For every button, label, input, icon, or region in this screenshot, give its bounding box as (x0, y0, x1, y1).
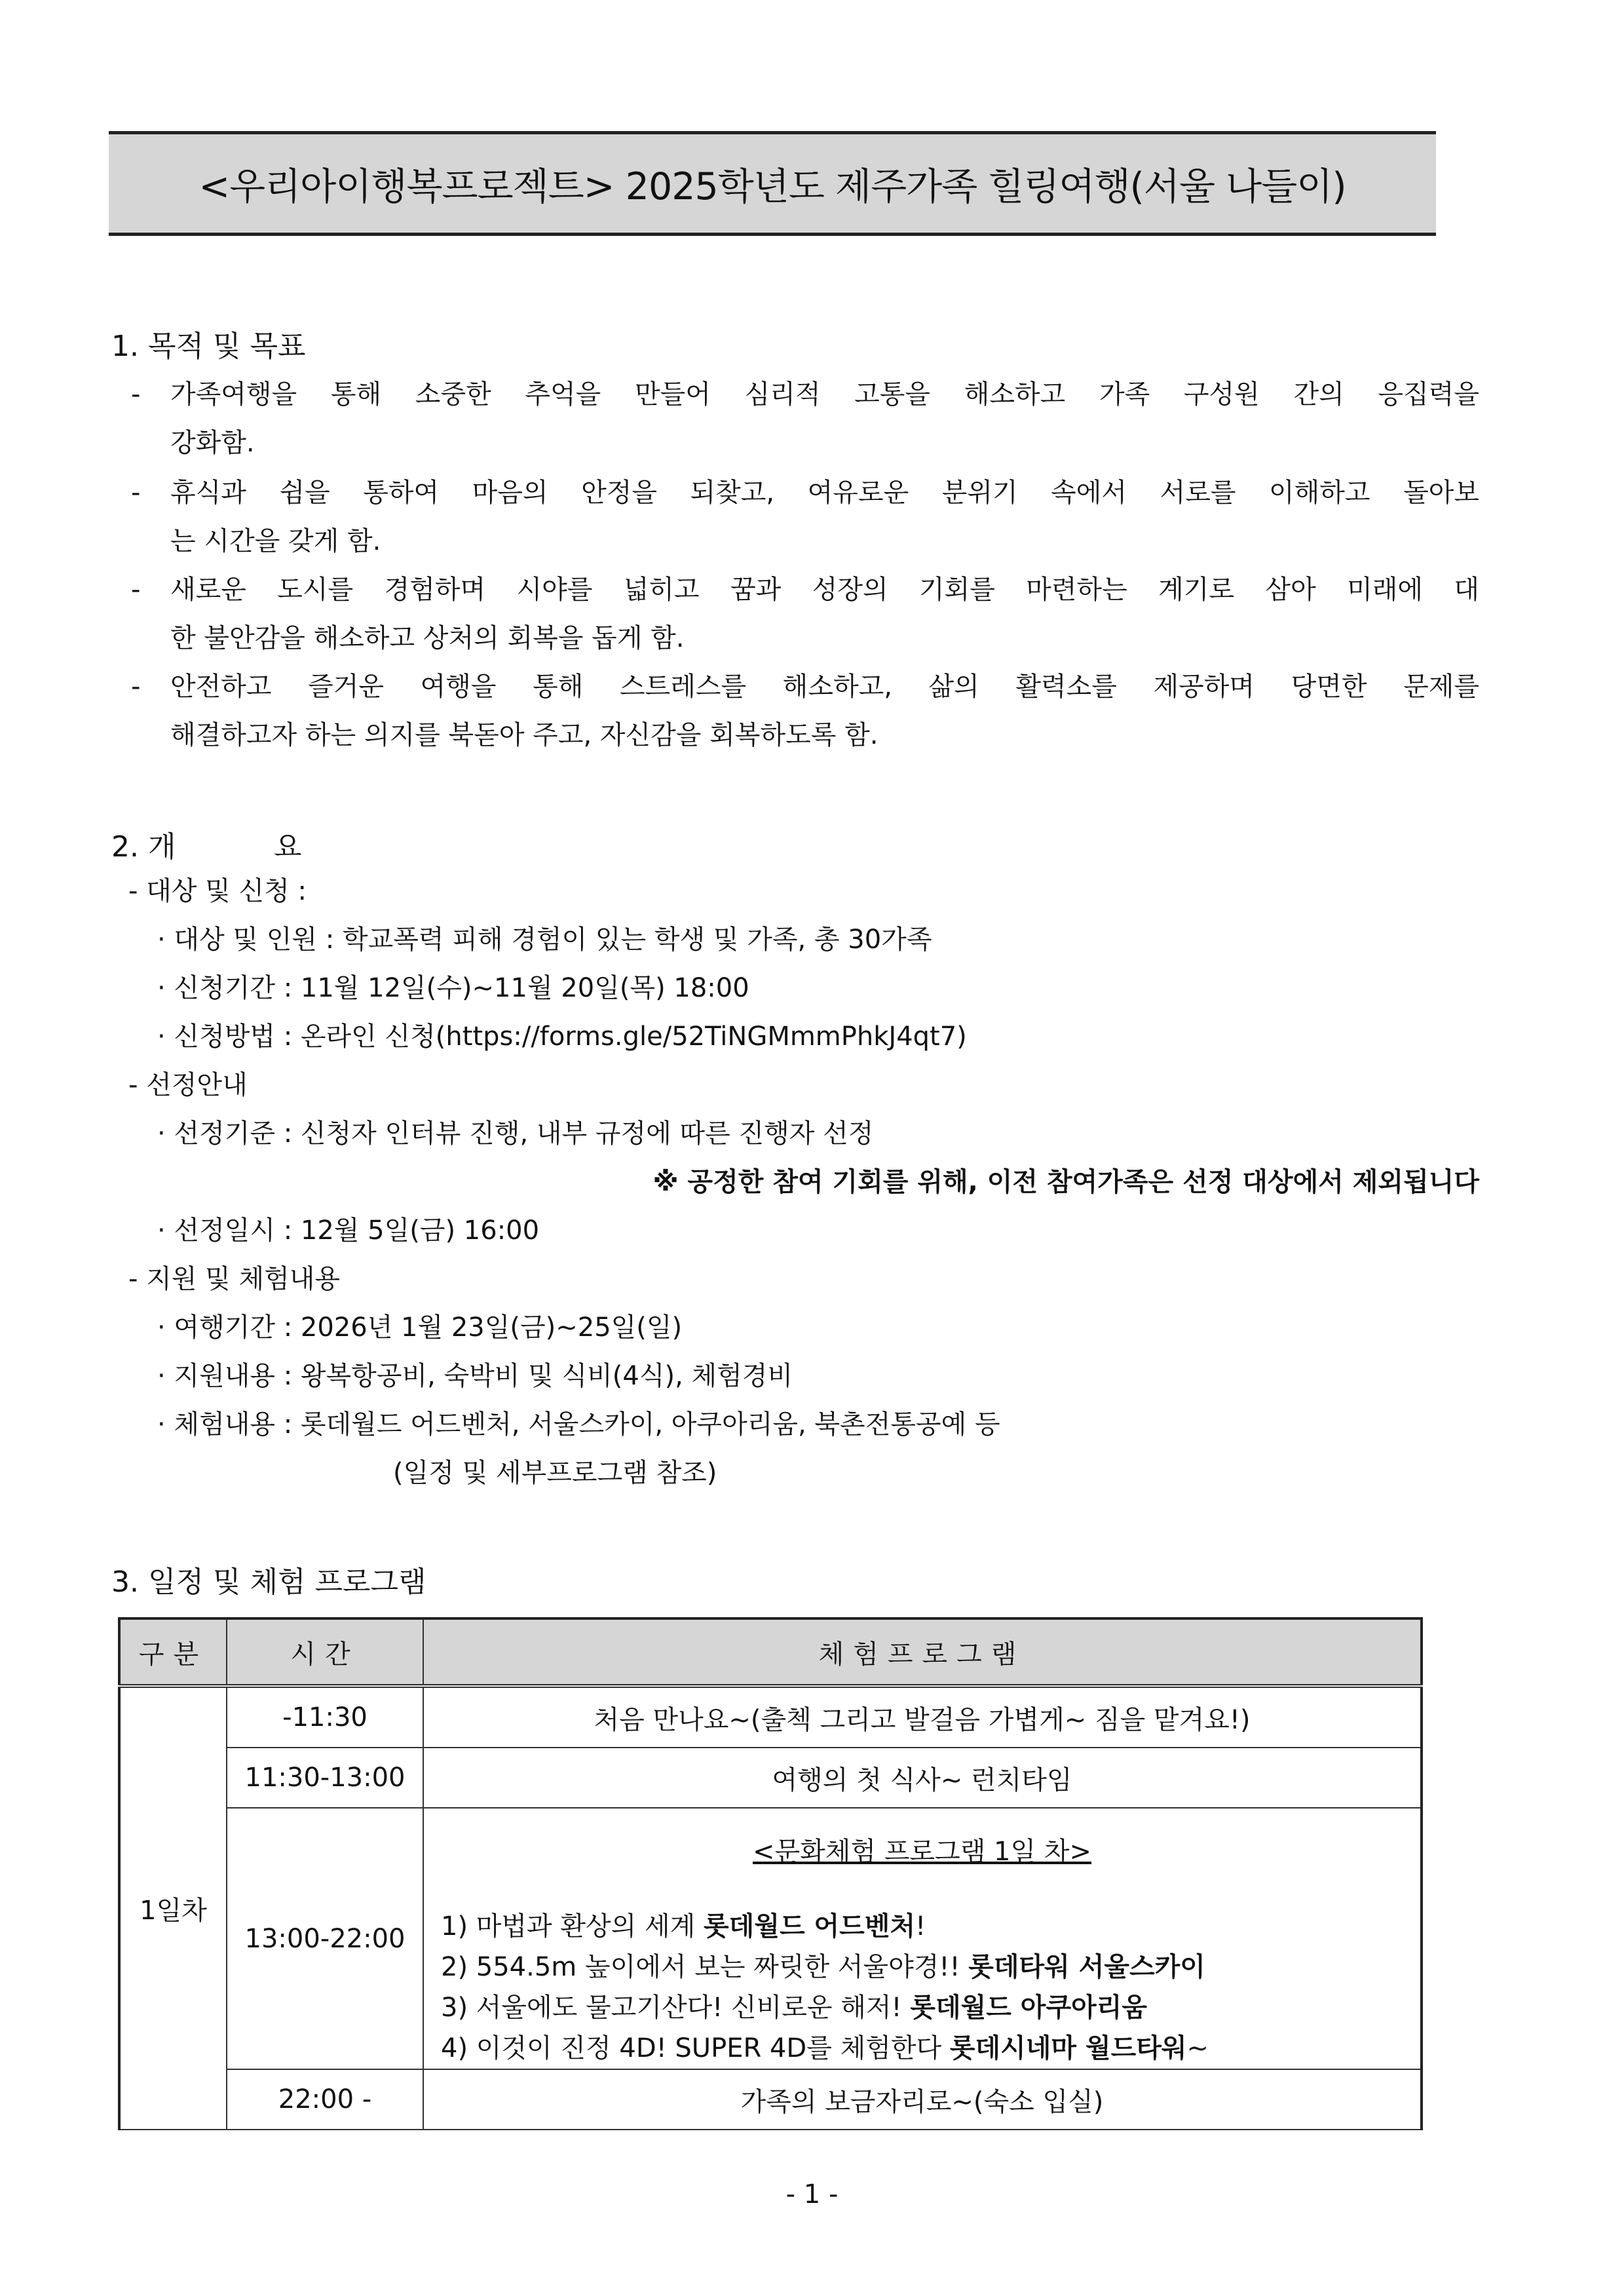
item-text-cont: 강화함. (170, 428, 255, 458)
section2-heading-word: 요 (274, 830, 302, 864)
day-label: 1일차 (119, 1686, 227, 2130)
table-header-row (119, 1618, 1422, 1686)
table-row (119, 1808, 1422, 2069)
table-row (119, 1686, 1422, 1748)
program-item-text: 3) 서울에도 물고기산다! 신비로운 해저! (441, 1993, 911, 2023)
column-header-time: 시간 (227, 1618, 423, 1686)
target-title: - 대상 및 신청 : (128, 876, 307, 906)
culture-program-heading: <문화체험 프로그램 1일 차> (752, 1837, 1092, 1867)
program-item-highlight: 롯데타워 서울스카이 (968, 1952, 1205, 1982)
selection-date: · 선정일시 : 12월 5일(금) 16:00 (157, 1215, 540, 1246)
target-item: · 신청방법 : 온라인 신청(https://forms.gle/52TiNGMmmPhkJ4qt7) (157, 1022, 967, 1052)
support-title: - 지원 및 체험내용 (128, 1264, 341, 1294)
table-row (119, 2069, 1422, 2130)
bullet: - (131, 575, 141, 605)
program-item-highlight: 롯데월드 어드벤처 (704, 1911, 916, 1942)
table-row (119, 1748, 1422, 1808)
bullet: - (131, 672, 141, 702)
section2-heading-number: 2. 개 (111, 830, 176, 864)
item-text: 새로운 도시를 경험하며 시야를 넓히고 꿈과 성장의 기회를 마련하는 계기로 삼아 미래에 대 (170, 575, 1479, 605)
bullet: - (131, 379, 141, 410)
program-item-text: 2) 554.5m 높이에서 보는 짜릿한 서울야경!! (441, 1952, 969, 1982)
item-text-cont: 한 불안감을 해소하고 상처의 회복을 돕게 함. (170, 623, 685, 653)
support-item: · 여행기간 : 2026년 1월 23일(금)~25일(일) (157, 1312, 683, 1343)
column-header-program: 체험프로그램 (423, 1618, 1422, 1686)
program-item (424, 1906, 1420, 1947)
section3-heading: 3. 일정 및 체험 프로그램 (111, 1565, 426, 1599)
column-header-category: 구분 (119, 1618, 227, 1686)
row-time: 13:00-22:00 (227, 1808, 423, 2069)
section1-heading: 1. 목적 및 목표 (111, 330, 306, 363)
row-time: -11:30 (227, 1686, 423, 1748)
row-program: 가족의 보금자리로~(숙소 입실) (423, 2069, 1422, 2130)
selection-title: - 선정안내 (128, 1070, 248, 1100)
program-item-highlight: 롯데월드 아쿠아리움 (910, 1993, 1147, 2023)
target-item: · 대상 및 인원 : 학교폭력 피해 경험이 있는 학생 및 가족, 총 30가족 (157, 925, 932, 955)
program-item-text: 1) 마법과 환상의 세계 (441, 1911, 704, 1942)
item-text-cont: 해결하고자 하는 의지를 북돋아 주고, 자신감을 회복하도록 함. (170, 720, 878, 750)
selection-note: ※ 공정한 참여 기회를 위해, 이전 참여가족은 선정 대상에서 제외됩니다 (652, 1167, 1479, 1197)
support-item: · 지원내용 : 왕복항공비, 숙박비 및 식비(4식), 체험경비 (157, 1361, 793, 1391)
row-time: 22:00 - (227, 2069, 423, 2130)
bullet: - (131, 478, 141, 508)
page-number: - 1 - (785, 2179, 839, 2210)
program-item-highlight: 롯데시네마 월드타워 (949, 2033, 1187, 2063)
document-title: <우리아이행복프로젝트> 2025학년도 제주가족 힐링여행(서울 나들이) (109, 131, 1436, 236)
selection-criteria: · 선정기준 : 신청자 인터뷰 진행, 내부 규정에 따른 진행자 선정 (157, 1119, 874, 1149)
schedule-table (118, 1617, 1423, 2130)
program-item (424, 2028, 1420, 2069)
item-text: 안전하고 즐거운 여행을 통해 스트레스를 해소하고, 삶의 활력소를 제공하며 당면한 문제를 (170, 672, 1479, 702)
target-item: · 신청기간 : 11월 12일(수)~11월 20일(목) 18:00 (157, 973, 749, 1003)
culture-program-cell (423, 1808, 1422, 2069)
item-text: 가족여행을 통해 소중한 추억을 만들어 심리적 고통을 해소하고 가족 구성원 간의 응집력을 (170, 379, 1479, 410)
item-text: 휴식과 쉼을 통하여 마음의 안정을 되찾고, 여유로운 분위기 속에서 서로를 이해하고 돌아보 (170, 478, 1479, 508)
support-reference: (일정 및 세부프로그램 참조) (393, 1458, 717, 1488)
row-time: 11:30-13:00 (227, 1748, 423, 1808)
item-text-cont: 는 시간을 갖게 함. (170, 526, 381, 556)
program-item-suffix: ~ (1186, 2033, 1209, 2063)
program-item (424, 1947, 1420, 1987)
row-program: 처음 만나요~(출첵 그리고 발걸음 가볍게~ 짐을 맡겨요!) (423, 1686, 1422, 1748)
row-program: 여행의 첫 식사~ 런치타임 (423, 1748, 1422, 1808)
support-item: · 체험내용 : 롯데월드 어드벤처, 서울스카이, 아쿠아리움, 북촌전통공예 등 (157, 1409, 1000, 1440)
program-item-text: 4) 이것이 진정 4D! SUPER 4D를 체험한다 (441, 2033, 950, 2063)
program-item-suffix: ! (915, 1911, 926, 1942)
program-item (424, 1987, 1420, 2028)
